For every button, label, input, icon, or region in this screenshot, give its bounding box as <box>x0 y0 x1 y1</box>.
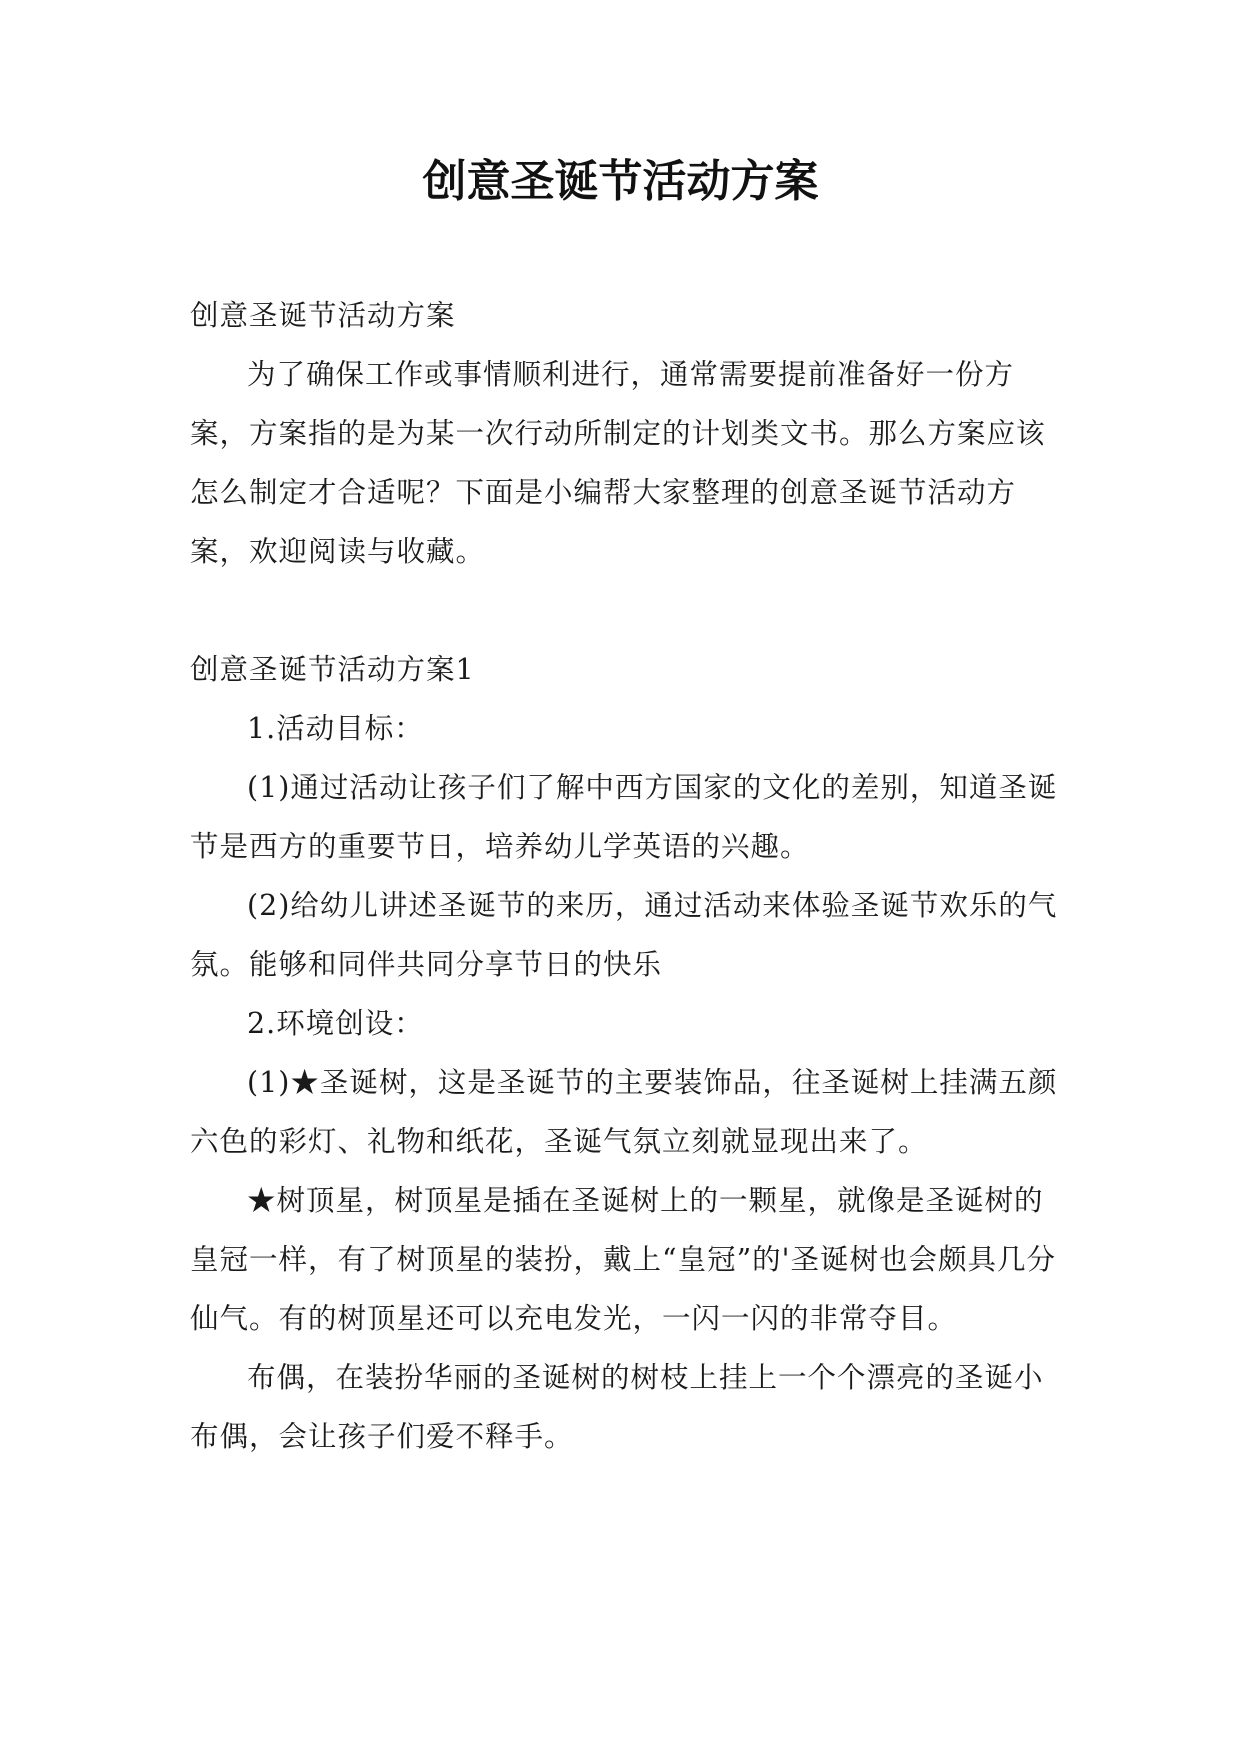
body-paragraph: (1)通过活动让孩子们了解中西方国家的文化的差别，知道圣诞节是西方的重要节日，培养幼儿学英语的兴趣。 <box>190 771 1058 863</box>
document-subtitle: 创意圣诞节活动方案 <box>190 299 456 332</box>
document-body <box>190 286 1060 1466</box>
intro-paragraph: 为了确保工作或事情顺利进行，通常需要提前准备好一份方案，方案指的是为某一次行动所制定的计划类文书。那么方案应该怎么制定才合适呢？下面是小编帮大家整理的创意圣诞节活动方案，欢迎阅读与收藏。 <box>190 358 1046 568</box>
paragraph-gap <box>190 581 1060 640</box>
body-paragraph: (1)★圣诞树，这是圣诞节的主要装饰品，往圣诞树上挂满五颜六色的彩灯、礼物和纸花，圣诞气氛立刻就显现出来了。 <box>190 1066 1058 1158</box>
document-title: 创意圣诞节活动方案 <box>422 156 819 207</box>
body-paragraph: (2)给幼儿讲述圣诞节的来历，通过活动来体验圣诞节欢乐的气氛。能够和同伴共同分享节日的快乐 <box>190 889 1058 981</box>
body-paragraph: 2.环境创设： <box>247 1007 424 1040</box>
body-paragraph: ★树顶星，树顶星是插在圣诞树上的一颗星，就像是圣诞树的皇冠一样，有了树顶星的装扮，戴上“皇冠”的'圣诞树也会颇具几分仙气。有的树顶星还可以充电发光，一闪一闪的非常夺目。 <box>190 1184 1056 1335</box>
body-paragraph: 布偶，在装扮华丽的圣诞树的树枝上挂上一个个漂亮的圣诞小布偶，会让孩子们爱不释手。 <box>190 1361 1044 1453</box>
section-heading: 创意圣诞节活动方案1 <box>190 653 475 686</box>
body-paragraph: 1.活动目标： <box>247 712 424 745</box>
